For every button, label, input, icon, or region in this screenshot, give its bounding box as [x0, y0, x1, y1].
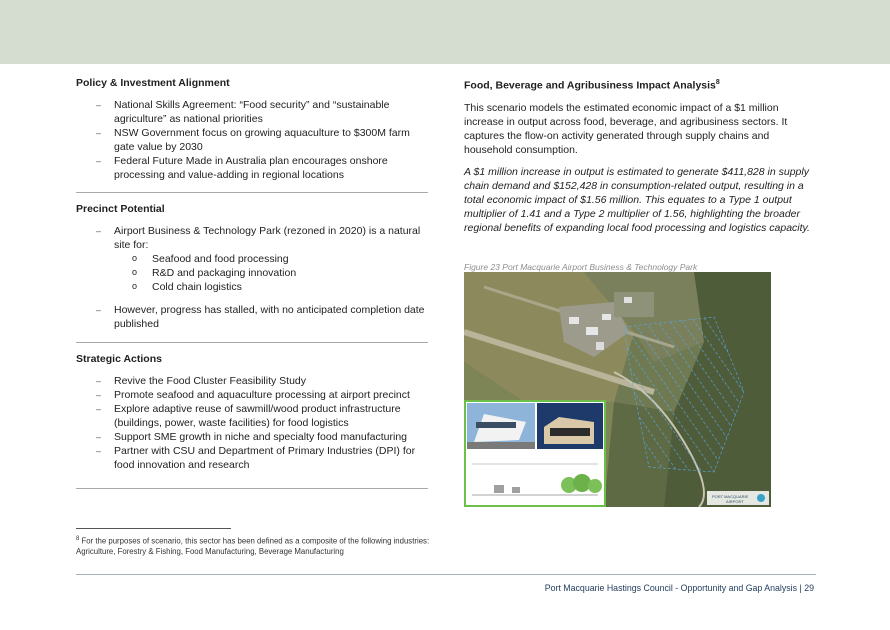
list-item: – Partner with CSU and Department of Primary Industries (DPI) for food innovation and research: [76, 444, 428, 472]
section-divider: [76, 488, 428, 489]
impact-paragraph: This scenario models the estimated economic impact of a $1 million increase in output across food, beverage, and agribusiness sectors. It captures the flow-on activity generated through supply chains and household consumption.: [464, 101, 788, 156]
right-column: [464, 64, 814, 235]
list-item-text: Airport Business & Technology Park (rezoned in 2020) is a natural site for:: [114, 225, 421, 251]
strategic-list: [76, 374, 428, 472]
policy-list: [76, 98, 428, 182]
section-divider: [76, 192, 428, 193]
footnote-marker: 8: [76, 536, 80, 542]
precinct-list: [76, 224, 428, 331]
figure-caption: Figure 23 Port Macquarie Airport Business & Technology Park: [464, 262, 698, 272]
list-item: – Promote seafood and aquaculture processing at airport precinct: [76, 388, 428, 402]
page-footer: Port Macquarie Hastings Council - Opportunity and Gap Analysis | 29: [544, 583, 814, 593]
strategic-heading: Strategic Actions: [76, 353, 162, 365]
sublist-item: o Cold chain logistics: [114, 280, 428, 294]
precinct-heading: Precinct Potential: [76, 203, 165, 215]
sublist-item: o R&D and packaging innovation: [114, 266, 428, 280]
footnote: [76, 534, 436, 558]
policy-heading: Policy & Investment Alignment: [76, 77, 230, 89]
impact-result-paragraph: A $1 million increase in output is estimated to generate $411,828 in supply chain demand and $152,428 in consumption-related output, resulting in a total economic impact of $1.56 million. This equates to a Type 1 output multiplier of 1.41 and a Type 2 multiplier of 1.56, highlighting the broader regional benefits of expanding local food processing and logistics capacity.: [464, 165, 810, 234]
aerial-map-figure: [464, 272, 771, 507]
sublist-item: o Seafood and food processing: [114, 252, 428, 266]
impact-heading-text: Food, Beverage and Agribusiness Impact Analysis: [464, 79, 716, 92]
list-item: – Explore adaptive reuse of sawmill/wood product infrastructure (buildings, power, waste facilities) for food logistics: [76, 402, 428, 430]
list-item: – NSW Government focus on growing aquaculture to $300M farm gate value by 2030: [76, 126, 428, 154]
list-item: – Revive the Food Cluster Feasibility Study: [76, 374, 428, 388]
map-logo-text: PORT MACQUARIE: [712, 494, 749, 499]
list-item: – However, progress has stalled, with no anticipated completion date published: [76, 303, 428, 331]
footnote-ref: 8: [715, 79, 720, 86]
header-band: [0, 0, 890, 64]
list-item: – Support SME growth in niche and specialty food manufacturing: [76, 430, 428, 444]
section-divider: [76, 342, 428, 343]
precinct-sublist: [114, 252, 428, 294]
footnote-divider: [76, 528, 231, 529]
impact-heading: [464, 76, 814, 93]
airport-logo-icon: [757, 494, 765, 502]
list-item: – Federal Future Made in Australia plan encourages onshore processing and value-adding in regional locations: [76, 154, 428, 182]
left-column: [76, 64, 428, 489]
footnote-text: For the purposes of scenario, this sector has been defined as a composite of the following industries: Agriculture, Forestry & Fishing, Food Manufacturing, Beverage Manufacturing: [76, 536, 430, 557]
footer-divider: [76, 574, 816, 575]
map-logo-subtext: AIRPORT: [726, 499, 744, 504]
list-item: – National Skills Agreement: “Food security” and “sustainable agriculture” as national priorities: [76, 98, 428, 126]
list-item: [76, 224, 428, 294]
aerial-map-image: [464, 272, 771, 507]
